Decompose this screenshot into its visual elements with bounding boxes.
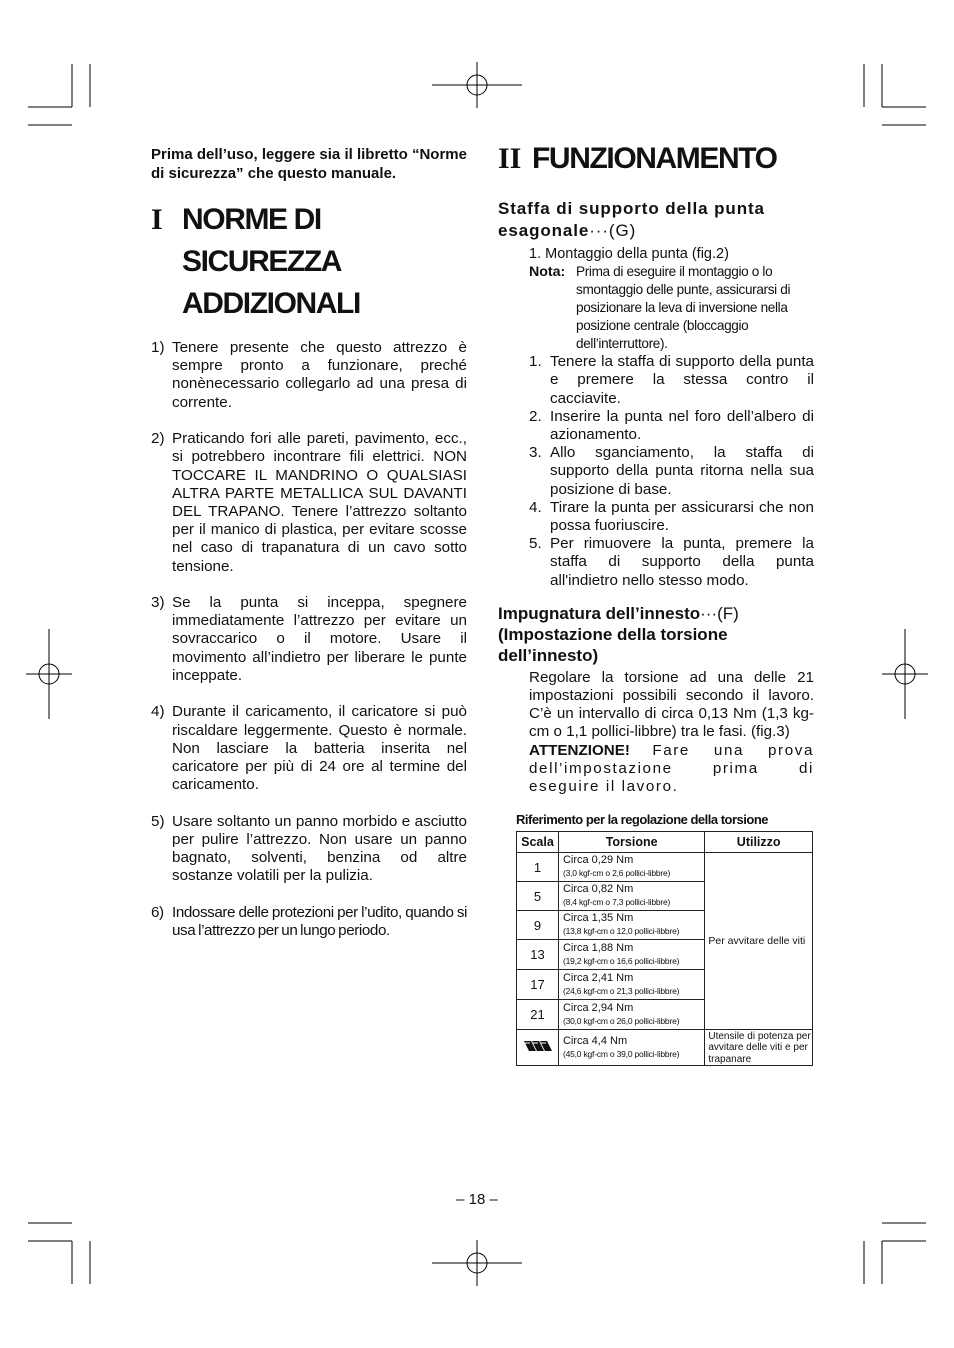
right-column (498, 138, 814, 1066)
section-title: FUNZIONAMENTO (532, 142, 777, 175)
torque-table (516, 831, 813, 1066)
list-item: 5) Usare soltanto un panno morbido e asciutto per pulire l’attrezzo. Non usare un panno bagnato, solventi, benzina od altre sostanze volatili per la pulizia. (151, 812, 467, 885)
column-header: Scala (517, 832, 559, 853)
note (529, 263, 814, 353)
mount-line: 1. Montaggio della punta (fig.2) (529, 246, 729, 262)
table-row: 17 Circa 2,41 Nm (24,6 kgf-cm o 21,3 pollici-libbre) (517, 970, 813, 1000)
column-header: Torsione (558, 832, 704, 853)
attention-text: Fare una prova dell’impostazione prima di eseguire il lavoro. (529, 741, 814, 796)
section-number: II (498, 142, 522, 175)
list-item: 1) Tenere presente che questo attrezzo è sempre pronto a funzionare, preché nonènecessario collegarlo ad una presa di corrente. (151, 339, 467, 411)
section-title: NORME DI SICUREZZA ADDIZIONALI (182, 203, 360, 320)
list-item: 2. Inserire la punta nel foro dell’albero di azionamento. (529, 407, 814, 444)
note-label: Nota: (529, 264, 566, 281)
list-item: 4) Durante il caricamento, il caricatore si può riscaldare leggermente. Questo è normale. Non lasciare la batteria inserita nel caricatore per più di 24 ore al termine del caricamento. (151, 703, 467, 794)
table-row: 9 Circa 1,35 Nm (13,8 kgf-cm o 12,0 pollici-libbre) (517, 911, 813, 940)
drill-mode-icon (522, 1038, 552, 1054)
list-item: 6) Indossare delle protezioni per l’udito, quando si usa l’attrezzo per un lungo periodo. (151, 903, 467, 939)
attention-label: ATTENZIONE! (529, 741, 630, 759)
list-item: 2) Praticando fori alle pareti, pavimento, ecc., si potrebbero incontrare fili elettrici. NON TOCCARE IL MANDRINO O QUALSIASI ALTRA PARTE METALLICA SUL DAVANTI DEL TRAPANO. Tenere l’attrezzo soltanto per il manico di plastica, per evitare scosse nel caso di trapanatura di un cavo sotto tensione. (151, 430, 467, 575)
attention (529, 742, 814, 797)
list-item: 3. Allo sganciamento, la staffa di supporto della punta ritorna nella sua posizione di base. (529, 444, 814, 498)
usage-drill: Utensile di potenza per avvitare delle viti e per trapanare (705, 1030, 813, 1066)
section-number: I (151, 203, 163, 236)
list-item: 3) Se la punta si inceppa, spegnere immediatamente l’attrezzo per evitare un sovraccarico o il motore. Usare il movimento all’indietro per liberare le punte inceppate. (151, 594, 467, 684)
table-row: 1 Circa 0,29 Nm (3,0 kgf-cm o 2,6 pollici-libbre) Per avvitare delle viti (517, 853, 813, 882)
page-number: – 18 – (456, 1191, 498, 1208)
clutch-text: Regolare la torsione ad una delle 21 impostazioni possibili secondo il lavoro. C’è un intervallo di circa 0,13 Nm (1,3 kg-cm o 1,1 pollici-libbre) tra le fasi. (fig.3) (529, 668, 814, 741)
subheading-clutch: Impugnatura dell’innesto···(F) (Impostazione della torsione dell’innesto) (498, 603, 739, 665)
table-caption: Riferimento per la regolazione della torsione (516, 812, 769, 828)
table-row: 13 Circa 1,88 Nm (19,2 kgf-cm o 16,6 pollici-libbre) (517, 940, 813, 970)
table-row: 5 Circa 0,82 Nm (8,4 kgf-cm o 7,3 pollici-libbre) (517, 882, 813, 911)
usage-screws: Per avvitare delle viti (705, 853, 813, 1030)
note-text: Prima di eseguire il montaggio o lo smontaggio delle punte, assicurarsi di posizionare la leva di inversione nella posizione centrale (bloccaggio dell’interruttore). (576, 264, 791, 352)
list-item: 4. Tirare la punta per assicurarsi che non possa fuoriuscire. (529, 498, 814, 535)
list-item: 1. Tenere la staffa di supporto della punta e premere la stessa contro il cacciavite. (529, 353, 814, 407)
intro-text: Prima dell’uso, leggere sia il libretto “Norme di sicurezza” che questo manuale. (151, 146, 467, 182)
section-heading-safety (151, 199, 467, 325)
subheading-bit-holder: Staffa di supporto della punta esagonale···(G) (498, 199, 765, 240)
table-row: Circa 4,4 Nm (45,0 kgf-cm o 39,0 pollici-libbre) Utensile di potenza per avvitare delle viti e per trapanare (517, 1030, 813, 1066)
list-item: 5. Per rimuovere la punta, premere la staffa di supporto della punta all'indietro nello stesso modo. (529, 535, 814, 589)
safety-list (151, 339, 467, 940)
table-row: 21 Circa 2,94 Nm (30,0 kgf-cm o 26,0 pollici-libbre) (517, 1000, 813, 1030)
section-heading-operation (498, 138, 814, 180)
left-column (151, 146, 467, 958)
steps-list (529, 353, 814, 590)
column-header: Utilizzo (705, 832, 813, 853)
table-header-row (517, 832, 813, 853)
